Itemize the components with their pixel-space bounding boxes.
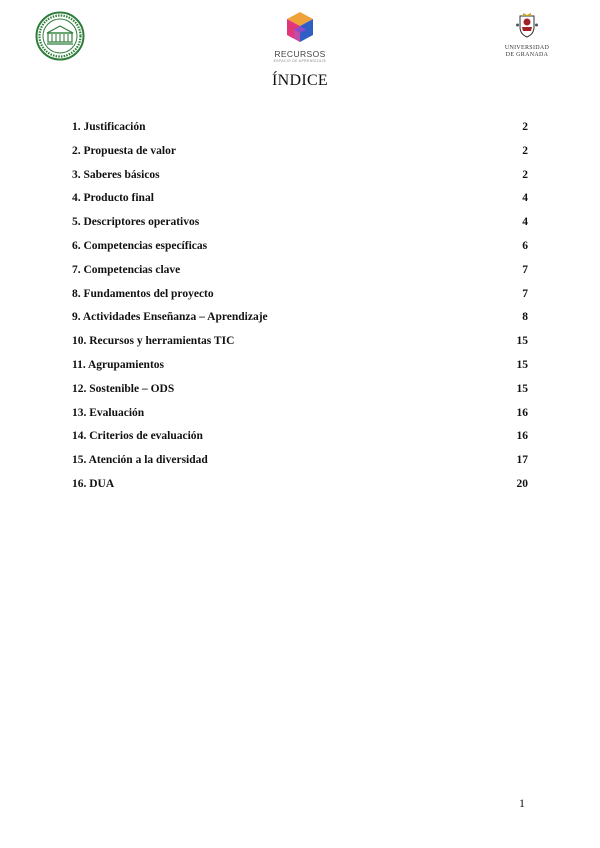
toc-entry-page: 2 [522, 121, 528, 133]
toc-entry[interactable] [72, 311, 528, 335]
toc-entry-page: 6 [522, 239, 528, 252]
toc-entry-label: 12. Sostenible – ODS [72, 382, 175, 395]
toc-entry-page: 4 [522, 192, 528, 205]
toc-entry[interactable] [72, 216, 528, 240]
toc-entry-page: 7 [522, 263, 528, 276]
toc-entry-page: 4 [522, 216, 528, 229]
toc-entry-label: 8. Fundamentos del proyecto [72, 287, 214, 300]
toc-entry-page: 16 [516, 430, 528, 443]
toc-entry[interactable] [72, 264, 528, 288]
toc-entry[interactable] [72, 383, 528, 407]
toc-entry[interactable] [72, 407, 528, 431]
toc-entry-page: 8 [522, 311, 528, 324]
toc-entry-label: 6. Competencias específicas [72, 239, 208, 252]
toc-entry-page: 20 [516, 477, 528, 490]
table-of-contents [72, 121, 528, 502]
toc-entry[interactable] [72, 192, 528, 216]
toc-entry-label: 15. Atención a la diversidad [72, 454, 208, 467]
toc-entry[interactable] [72, 145, 528, 169]
toc-entry-page: 15 [516, 335, 528, 348]
toc-entry-page: 2 [522, 168, 528, 181]
toc-entry-page: 15 [516, 358, 528, 371]
recursos-logo-label: RECURSOS [274, 49, 326, 59]
toc-entry-label: 10. Recursos y herramientas TIC [72, 335, 235, 348]
toc-entry-label: 11. Agrupamientos [72, 358, 165, 371]
school-seal-icon [35, 11, 85, 61]
recursos-logo [262, 10, 338, 62]
toc-entry[interactable] [72, 454, 528, 478]
toc-entry-page: 2 [522, 144, 528, 157]
toc-entry[interactable] [72, 359, 528, 383]
toc-entry-label: 14. Criterios de evaluación [72, 430, 203, 443]
toc-entry[interactable] [72, 478, 528, 502]
toc-entry[interactable] [72, 335, 528, 359]
university-logo [496, 12, 558, 62]
toc-entry-label: 13. Evaluación [72, 406, 145, 419]
toc-entry[interactable] [72, 288, 528, 312]
page-number: 1 [519, 796, 525, 810]
toc-entry-label: 5. Descriptores operativos [72, 216, 200, 229]
toc-entry[interactable] [72, 430, 528, 454]
toc-entry-label: 4. Producto final [72, 192, 154, 205]
recursos-logo-tagline: ESPACIO DE APRENDIZAJE [273, 59, 327, 63]
toc-entry-label: 2. Propuesta de valor [72, 144, 176, 157]
toc-entry-label: 16. DUA [72, 477, 115, 490]
toc-entry-label: 9. Actividades Enseñanza – Aprendizaje [72, 311, 268, 324]
toc-entry-label: 3. Saberes básicos [72, 168, 160, 181]
toc-entry-label: 7. Competencias clave [72, 263, 181, 276]
toc-entry-page: 17 [516, 454, 528, 467]
university-name-line2: DE GRANADA [505, 52, 549, 58]
toc-entry[interactable] [72, 240, 528, 264]
toc-entry-page: 15 [516, 382, 528, 395]
recursos-cube-icon [283, 10, 317, 46]
university-name-line1: UNIVERSIDAD [504, 45, 550, 51]
page-title: ÍNDICE [271, 72, 328, 89]
toc-entry[interactable] [72, 169, 528, 193]
university-crest-icon [514, 12, 540, 40]
toc-entry[interactable] [72, 121, 528, 145]
toc-entry-page: 7 [522, 287, 528, 300]
toc-entry-page: 16 [516, 406, 528, 419]
toc-entry-label: 1. Justificación [72, 121, 146, 133]
